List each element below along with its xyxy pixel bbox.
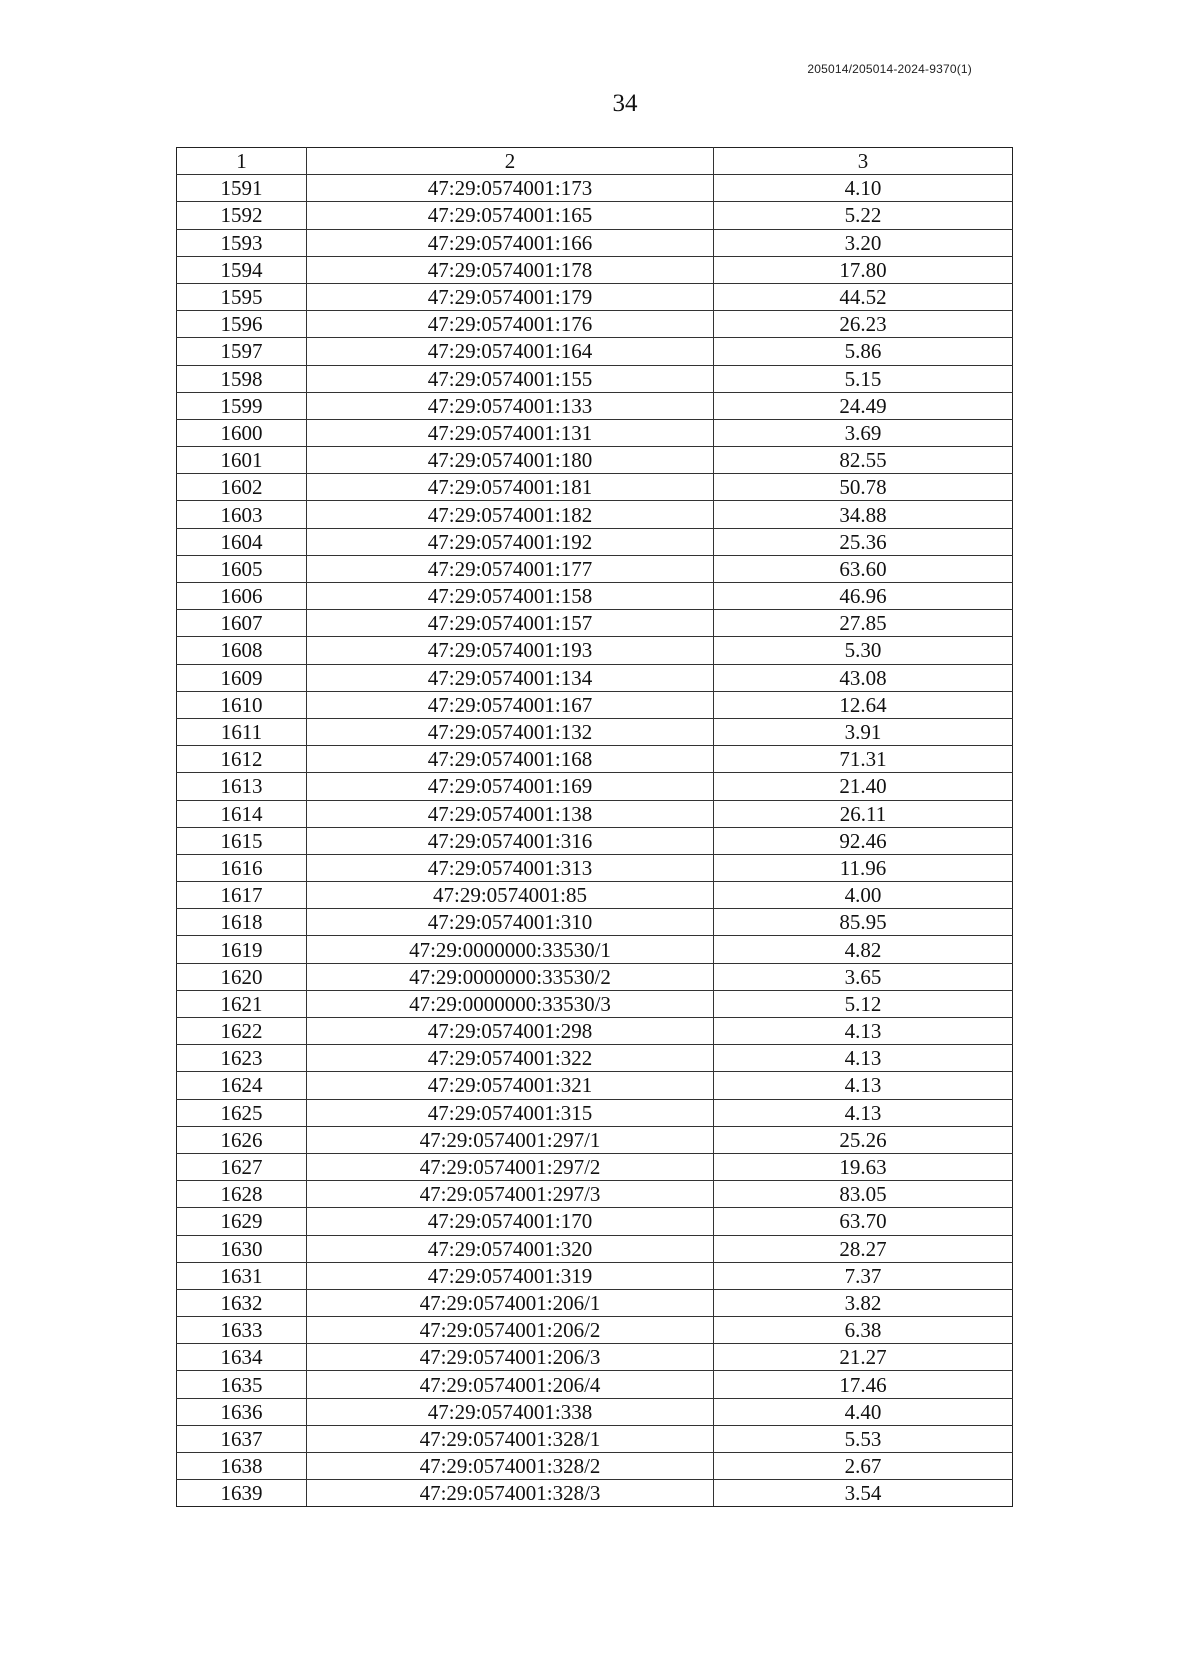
row-number-cell: 1626 <box>177 1126 307 1153</box>
row-number-cell: 1628 <box>177 1181 307 1208</box>
value-cell: 6.38 <box>714 1317 1013 1344</box>
cadastral-number-cell: 47:29:0574001:206/1 <box>307 1289 714 1316</box>
row-number-cell: 1607 <box>177 610 307 637</box>
table-row <box>177 882 1013 909</box>
table-row <box>177 827 1013 854</box>
row-number-cell: 1637 <box>177 1425 307 1452</box>
value-cell: 3.69 <box>714 419 1013 446</box>
row-number-cell: 1596 <box>177 311 307 338</box>
value-cell: 17.80 <box>714 256 1013 283</box>
cadastral-number-cell: 47:29:0574001:322 <box>307 1045 714 1072</box>
cadastral-number-cell: 47:29:0574001:193 <box>307 637 714 664</box>
cadastral-number-cell: 47:29:0000000:33530/1 <box>307 936 714 963</box>
value-cell: 5.12 <box>714 990 1013 1017</box>
value-cell: 3.82 <box>714 1289 1013 1316</box>
table-row <box>177 1208 1013 1235</box>
column-header-1: 1 <box>177 148 307 175</box>
table-row <box>177 1126 1013 1153</box>
table-row <box>177 664 1013 691</box>
cadastral-number-cell: 47:29:0574001:132 <box>307 718 714 745</box>
cadastral-number-cell: 47:29:0574001:167 <box>307 691 714 718</box>
value-cell: 25.36 <box>714 528 1013 555</box>
value-cell: 21.40 <box>714 773 1013 800</box>
table-row <box>177 773 1013 800</box>
value-cell: 17.46 <box>714 1371 1013 1398</box>
row-number-cell: 1605 <box>177 555 307 582</box>
table-row <box>177 283 1013 310</box>
table-row <box>177 501 1013 528</box>
row-number-cell: 1610 <box>177 691 307 718</box>
row-number-cell: 1633 <box>177 1317 307 1344</box>
row-number-cell: 1598 <box>177 365 307 392</box>
row-number-cell: 1618 <box>177 909 307 936</box>
table-row <box>177 311 1013 338</box>
cadastral-number-cell: 47:29:0574001:206/3 <box>307 1344 714 1371</box>
row-number-cell: 1591 <box>177 175 307 202</box>
cadastral-number-cell: 47:29:0574001:206/2 <box>307 1317 714 1344</box>
row-number-cell: 1612 <box>177 746 307 773</box>
row-number-cell: 1616 <box>177 854 307 881</box>
cadastral-number-cell: 47:29:0574001:170 <box>307 1208 714 1235</box>
table-row <box>177 419 1013 446</box>
value-cell: 63.70 <box>714 1208 1013 1235</box>
table-row <box>177 583 1013 610</box>
row-number-cell: 1614 <box>177 800 307 827</box>
value-cell: 11.96 <box>714 854 1013 881</box>
column-header-2: 2 <box>307 148 714 175</box>
cadastral-number-cell: 47:29:0574001:180 <box>307 447 714 474</box>
row-number-cell: 1606 <box>177 583 307 610</box>
cadastral-number-cell: 47:29:0574001:138 <box>307 800 714 827</box>
row-number-cell: 1629 <box>177 1208 307 1235</box>
row-number-cell: 1611 <box>177 718 307 745</box>
cadastral-number-cell: 47:29:0574001:133 <box>307 392 714 419</box>
table-row <box>177 175 1013 202</box>
cadastral-number-cell: 47:29:0000000:33530/3 <box>307 990 714 1017</box>
value-cell: 4.13 <box>714 1099 1013 1126</box>
value-cell: 2.67 <box>714 1453 1013 1480</box>
value-cell: 4.00 <box>714 882 1013 909</box>
table-row <box>177 528 1013 555</box>
value-cell: 25.26 <box>714 1126 1013 1153</box>
cadastral-number-cell: 47:29:0574001:206/4 <box>307 1371 714 1398</box>
value-cell: 4.82 <box>714 936 1013 963</box>
row-number-cell: 1613 <box>177 773 307 800</box>
row-number-cell: 1604 <box>177 528 307 555</box>
row-number-cell: 1631 <box>177 1262 307 1289</box>
row-number-cell: 1619 <box>177 936 307 963</box>
cadastral-number-cell: 47:29:0574001:179 <box>307 283 714 310</box>
register-table <box>176 147 1013 1507</box>
table-row <box>177 1262 1013 1289</box>
table-row <box>177 1480 1013 1507</box>
value-cell: 5.53 <box>714 1425 1013 1452</box>
table-row <box>177 229 1013 256</box>
value-cell: 4.13 <box>714 1018 1013 1045</box>
table-row <box>177 637 1013 664</box>
row-number-cell: 1615 <box>177 827 307 854</box>
cadastral-number-cell: 47:29:0574001:165 <box>307 202 714 229</box>
table-row <box>177 1344 1013 1371</box>
register-table-container <box>176 147 1013 1507</box>
value-cell: 5.22 <box>714 202 1013 229</box>
row-number-cell: 1597 <box>177 338 307 365</box>
cadastral-number-cell: 47:29:0574001:168 <box>307 746 714 773</box>
row-number-cell: 1623 <box>177 1045 307 1072</box>
row-number-cell: 1624 <box>177 1072 307 1099</box>
value-cell: 50.78 <box>714 474 1013 501</box>
row-number-cell: 1625 <box>177 1099 307 1126</box>
cadastral-number-cell: 47:29:0574001:320 <box>307 1235 714 1262</box>
row-number-cell: 1639 <box>177 1480 307 1507</box>
cadastral-number-cell: 47:29:0574001:85 <box>307 882 714 909</box>
table-row <box>177 365 1013 392</box>
cadastral-number-cell: 47:29:0574001:157 <box>307 610 714 637</box>
value-cell: 4.40 <box>714 1398 1013 1425</box>
table-row <box>177 447 1013 474</box>
row-number-cell: 1620 <box>177 963 307 990</box>
table-row <box>177 1289 1013 1316</box>
row-number-cell: 1635 <box>177 1371 307 1398</box>
cadastral-number-cell: 47:29:0574001:328/3 <box>307 1480 714 1507</box>
table-header-row <box>177 148 1013 175</box>
value-cell: 85.95 <box>714 909 1013 936</box>
value-cell: 28.27 <box>714 1235 1013 1262</box>
table-row <box>177 800 1013 827</box>
cadastral-number-cell: 47:29:0574001:158 <box>307 583 714 610</box>
cadastral-number-cell: 47:29:0574001:321 <box>307 1072 714 1099</box>
cadastral-number-cell: 47:29:0574001:328/1 <box>307 1425 714 1452</box>
cadastral-number-cell: 47:29:0574001:297/2 <box>307 1153 714 1180</box>
cadastral-number-cell: 47:29:0574001:328/2 <box>307 1453 714 1480</box>
row-number-cell: 1600 <box>177 419 307 446</box>
table-row <box>177 555 1013 582</box>
value-cell: 5.86 <box>714 338 1013 365</box>
row-number-cell: 1627 <box>177 1153 307 1180</box>
value-cell: 43.08 <box>714 664 1013 691</box>
table-row <box>177 392 1013 419</box>
cadastral-number-cell: 47:29:0574001:181 <box>307 474 714 501</box>
value-cell: 3.20 <box>714 229 1013 256</box>
value-cell: 3.91 <box>714 718 1013 745</box>
row-number-cell: 1592 <box>177 202 307 229</box>
value-cell: 4.13 <box>714 1045 1013 1072</box>
value-cell: 83.05 <box>714 1181 1013 1208</box>
row-number-cell: 1621 <box>177 990 307 1017</box>
table-row <box>177 1153 1013 1180</box>
table-row <box>177 1235 1013 1262</box>
table-row <box>177 1317 1013 1344</box>
value-cell: 24.49 <box>714 392 1013 419</box>
cadastral-number-cell: 47:29:0574001:169 <box>307 773 714 800</box>
row-number-cell: 1603 <box>177 501 307 528</box>
row-number-cell: 1622 <box>177 1018 307 1045</box>
row-number-cell: 1609 <box>177 664 307 691</box>
value-cell: 44.52 <box>714 283 1013 310</box>
cadastral-number-cell: 47:29:0574001:315 <box>307 1099 714 1126</box>
table-row <box>177 854 1013 881</box>
value-cell: 5.30 <box>714 637 1013 664</box>
row-number-cell: 1599 <box>177 392 307 419</box>
cadastral-number-cell: 47:29:0574001:297/1 <box>307 1126 714 1153</box>
row-number-cell: 1593 <box>177 229 307 256</box>
cadastral-number-cell: 47:29:0574001:166 <box>307 229 714 256</box>
cadastral-number-cell: 47:29:0000000:33530/2 <box>307 963 714 990</box>
table-row <box>177 746 1013 773</box>
document-code: 205014/205014-2024-9370(1) <box>807 62 972 76</box>
table-row <box>177 474 1013 501</box>
table-row <box>177 936 1013 963</box>
cadastral-number-cell: 47:29:0574001:310 <box>307 909 714 936</box>
row-number-cell: 1632 <box>177 1289 307 1316</box>
table-row <box>177 256 1013 283</box>
table-row <box>177 909 1013 936</box>
cadastral-number-cell: 47:29:0574001:173 <box>307 175 714 202</box>
row-number-cell: 1617 <box>177 882 307 909</box>
row-number-cell: 1634 <box>177 1344 307 1371</box>
value-cell: 27.85 <box>714 610 1013 637</box>
cadastral-number-cell: 47:29:0574001:177 <box>307 555 714 582</box>
value-cell: 7.37 <box>714 1262 1013 1289</box>
table-row <box>177 1371 1013 1398</box>
row-number-cell: 1636 <box>177 1398 307 1425</box>
table-row <box>177 691 1013 718</box>
value-cell: 71.31 <box>714 746 1013 773</box>
table-row <box>177 1181 1013 1208</box>
row-number-cell: 1595 <box>177 283 307 310</box>
value-cell: 21.27 <box>714 1344 1013 1371</box>
cadastral-number-cell: 47:29:0574001:155 <box>307 365 714 392</box>
cadastral-number-cell: 47:29:0574001:182 <box>307 501 714 528</box>
table-row <box>177 338 1013 365</box>
cadastral-number-cell: 47:29:0574001:319 <box>307 1262 714 1289</box>
value-cell: 12.64 <box>714 691 1013 718</box>
row-number-cell: 1601 <box>177 447 307 474</box>
column-header-3: 3 <box>714 148 1013 175</box>
table-row <box>177 1425 1013 1452</box>
value-cell: 3.54 <box>714 1480 1013 1507</box>
table-row <box>177 1018 1013 1045</box>
table-row <box>177 1398 1013 1425</box>
row-number-cell: 1602 <box>177 474 307 501</box>
value-cell: 19.63 <box>714 1153 1013 1180</box>
value-cell: 3.65 <box>714 963 1013 990</box>
value-cell: 4.10 <box>714 175 1013 202</box>
table-row <box>177 1099 1013 1126</box>
cadastral-number-cell: 47:29:0574001:131 <box>307 419 714 446</box>
row-number-cell: 1630 <box>177 1235 307 1262</box>
value-cell: 4.13 <box>714 1072 1013 1099</box>
value-cell: 26.23 <box>714 311 1013 338</box>
value-cell: 92.46 <box>714 827 1013 854</box>
cadastral-number-cell: 47:29:0574001:298 <box>307 1018 714 1045</box>
table-row <box>177 610 1013 637</box>
table-row <box>177 1072 1013 1099</box>
table-row <box>177 1453 1013 1480</box>
table-row <box>177 202 1013 229</box>
table-row <box>177 990 1013 1017</box>
value-cell: 34.88 <box>714 501 1013 528</box>
value-cell: 46.96 <box>714 583 1013 610</box>
table-row <box>177 718 1013 745</box>
cadastral-number-cell: 47:29:0574001:164 <box>307 338 714 365</box>
value-cell: 63.60 <box>714 555 1013 582</box>
page-number: 34 <box>612 90 638 117</box>
cadastral-number-cell: 47:29:0574001:313 <box>307 854 714 881</box>
table-row <box>177 1045 1013 1072</box>
cadastral-number-cell: 47:29:0574001:338 <box>307 1398 714 1425</box>
cadastral-number-cell: 47:29:0574001:176 <box>307 311 714 338</box>
row-number-cell: 1594 <box>177 256 307 283</box>
cadastral-number-cell: 47:29:0574001:192 <box>307 528 714 555</box>
value-cell: 26.11 <box>714 800 1013 827</box>
cadastral-number-cell: 47:29:0574001:297/3 <box>307 1181 714 1208</box>
cadastral-number-cell: 47:29:0574001:134 <box>307 664 714 691</box>
cadastral-number-cell: 47:29:0574001:178 <box>307 256 714 283</box>
value-cell: 5.15 <box>714 365 1013 392</box>
row-number-cell: 1638 <box>177 1453 307 1480</box>
row-number-cell: 1608 <box>177 637 307 664</box>
value-cell: 82.55 <box>714 447 1013 474</box>
register-table-body <box>177 148 1013 1507</box>
cadastral-number-cell: 47:29:0574001:316 <box>307 827 714 854</box>
table-row <box>177 963 1013 990</box>
